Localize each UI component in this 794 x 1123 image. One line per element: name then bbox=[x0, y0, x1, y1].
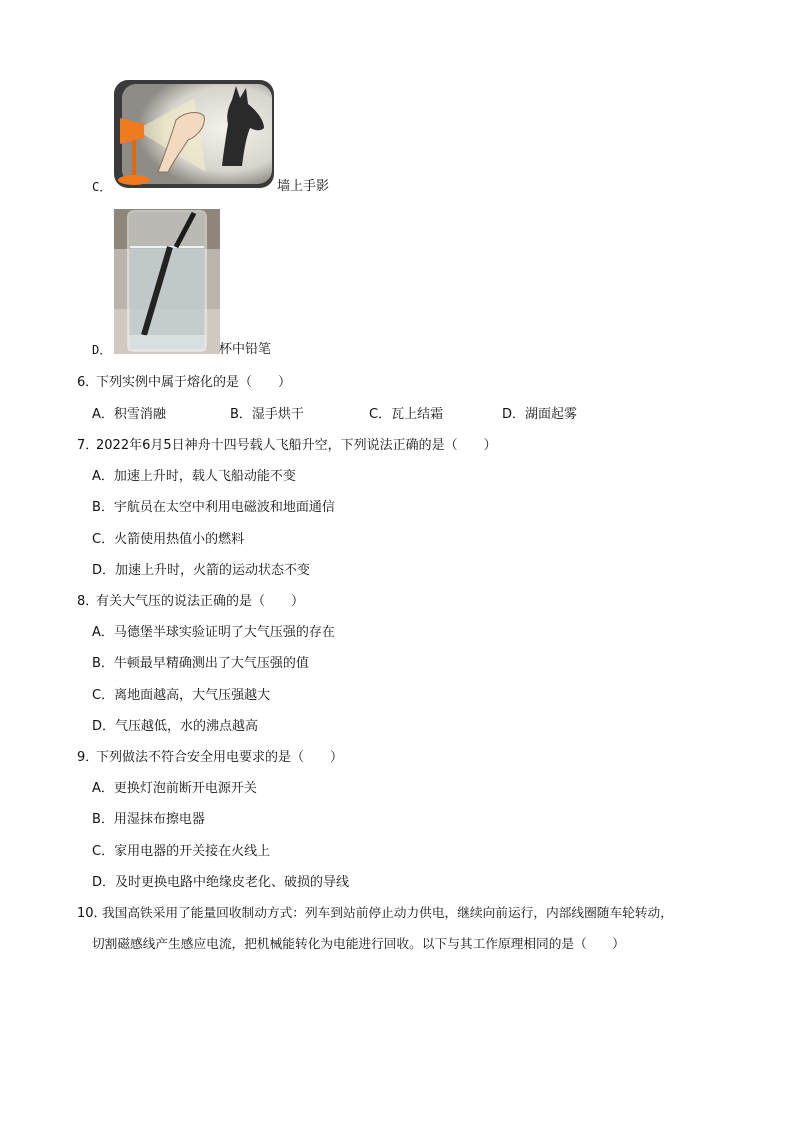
option-a: A．更换灯泡前断开电源开关 bbox=[92, 781, 257, 796]
option-c: C．离地面越高，大气压强越大 bbox=[92, 688, 271, 703]
question-stem: 2022年6月5日神舟十四号载人飞船升空，下列说法正确的是（ ） bbox=[96, 438, 497, 453]
option-d-caption: 杯中铅笔 bbox=[219, 342, 272, 357]
option-d: D．湖面起雾 bbox=[502, 407, 578, 422]
option-d: D．加速上升时，火箭的运动状态不变 bbox=[92, 563, 311, 578]
question-stem: 下列实例中属于熔化的是（ ） bbox=[96, 375, 292, 390]
option-d-label: D． bbox=[92, 343, 112, 357]
option-b: B．湿手烘干 bbox=[230, 407, 304, 422]
option-c: C．瓦上结霜 bbox=[369, 407, 444, 422]
question-number: 8． bbox=[77, 594, 99, 609]
question-number: 7． bbox=[77, 438, 99, 453]
question-number: 6． bbox=[77, 375, 99, 390]
question-stem-line-1: 我国高铁采用了能量回收制动方式：列车到站前停止动力供电，继续向前运行，内部线圈随车轮转动， bbox=[102, 905, 673, 920]
option-b: B．宇航员在太空中利用电磁波和地面通信 bbox=[92, 500, 335, 515]
question-stem: 有关大气压的说法正确的是（ ） bbox=[96, 594, 305, 609]
question-stem-line-2: 切割磁感线产生感应电流，把机械能转化为电能进行回收。以下与其工作原理相同的是（ ） bbox=[92, 936, 625, 951]
question-number: 10． bbox=[77, 906, 107, 921]
option-c: C．火箭使用热值小的燃料 bbox=[92, 532, 245, 547]
option-b: B．牛顿最早精确测出了大气压强的值 bbox=[92, 656, 309, 671]
option-d: D．及时更换电路中绝缘皮老化、破损的导线 bbox=[92, 875, 350, 890]
option-a: A．马德堡半球实验证明了大气压强的存在 bbox=[92, 625, 335, 640]
option-a: A．加速上升时，载人飞船动能不变 bbox=[92, 469, 296, 484]
question-number: 9． bbox=[77, 750, 99, 765]
option-a: A．积雪消融 bbox=[92, 407, 166, 422]
option-c: C．家用电器的开关接在火线上 bbox=[92, 844, 271, 859]
hand-shadow-image bbox=[114, 80, 274, 188]
option-c-label: C． bbox=[92, 180, 112, 194]
option-b: B．用湿抹布擦电器 bbox=[92, 812, 205, 827]
question-stem: 下列做法不符合安全用电要求的是（ ） bbox=[96, 750, 344, 765]
option-c-caption: 墙上手影 bbox=[277, 179, 330, 194]
option-d: D．气压越低，水的沸点越高 bbox=[92, 719, 259, 734]
pencil-in-cup-image bbox=[114, 209, 220, 354]
